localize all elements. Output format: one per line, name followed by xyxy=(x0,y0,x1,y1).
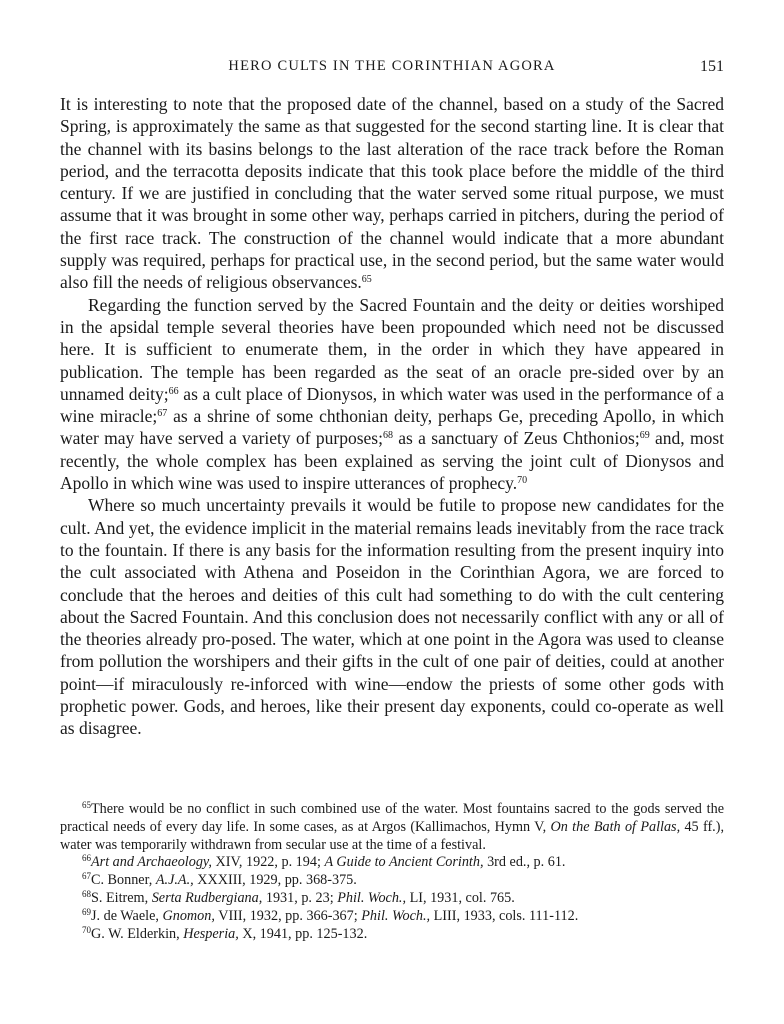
paragraph-text: as a shrine of some chthonian deity, perhaps Ge, preceding Apollo, in which water may have served a variety of purposes; xyxy=(60,406,724,449)
footnote-text: C. Bonner, xyxy=(91,872,156,889)
footnote-ref: 65 xyxy=(361,274,372,286)
footnote-text: 45 ff.), water was temporarily withdrawn from secular use at the time of a festival. xyxy=(60,818,724,853)
paragraph-text: as a cult place of Dionysos, in which water was used in the performance of a wine miracle; xyxy=(60,383,724,427)
footnote-69 xyxy=(60,908,724,926)
footnote-text: 3rd ed., p. 61. xyxy=(483,854,566,871)
footnote-text: LI, 1931, col. 765. xyxy=(406,889,515,906)
footnote-ref: 68 xyxy=(382,430,393,442)
footnote-ref: 67 xyxy=(157,408,168,420)
footnote-65 xyxy=(60,801,724,854)
footnote-number: 70 xyxy=(82,924,91,935)
paragraph-text: and, most recently, the whole complex has been explained as serving the joint cult of Dionysos and Apollo in which wine was used to inspire utterances of prophecy. xyxy=(60,428,725,494)
footnote-text: XXXIII, 1929, pp. 368-375. xyxy=(193,872,357,889)
footnote-text: 1931, p. 23; xyxy=(262,889,338,906)
paragraph-3 xyxy=(60,494,724,739)
footnote-italic: Serta Rudbergiana, xyxy=(151,889,263,906)
footnote-italic: On the Bath of Pallas, xyxy=(550,818,681,835)
footnote-text: LIII, 1933, cols. 111-112. xyxy=(430,907,579,924)
running-header xyxy=(60,58,724,82)
footnote-italic: A Guide to Ancient Corinth, xyxy=(324,854,484,871)
footnote-italic: Phil. Woch., xyxy=(337,889,407,906)
paragraph-text: as a sanctuary of Zeus Chthonios; xyxy=(392,428,640,449)
footnote-text: XIV, 1922, p. 194; xyxy=(211,854,325,871)
footnote-text: There would be no conflict in such combined use of the water. Most fountains sacred to the gods served the practical needs of every day life. In some cases, as at Argos (Kallimachos, Hymn V, xyxy=(60,801,724,835)
footnote-number: 66 xyxy=(82,853,91,864)
footnote-number: 67 xyxy=(82,871,91,882)
footnote-67 xyxy=(60,872,724,890)
paragraph-text: It is interesting to note that the proposed date of the channel, based on a study of the Sacred Spring, is approximately the same as that suggested for the second starting line. It is clear that the channel with its basins belongs to the last alteration of the race track before the Roman period, and the terracotta deposits indicate that this took place before the middle of the third century. If we are justified in concluding that the water served some ritual purpose, we must assume that it was brought in some other way, perhaps carried in pitchers, during the period of the first race track. The construction of the channel would indicate that a more abundant supply was required, perhaps for practical use, in the second period, but the same water would also fill the needs of religious observances. xyxy=(60,94,724,293)
footnote-italic: Art and Archaeology, xyxy=(91,854,212,871)
paragraph-1 xyxy=(60,93,724,294)
footnote-italic: Phil. Woch., xyxy=(361,907,431,924)
footnote-italic: Gnomon, xyxy=(162,907,215,924)
footnote-text: VIII, 1932, pp. 366-367; xyxy=(214,907,362,924)
footnote-text: G. W. Elderkin, xyxy=(91,925,184,942)
footnote-number: 69 xyxy=(82,906,91,917)
footnotes xyxy=(60,801,724,943)
paragraph-text: Regarding the function served by the Sacred Fountain and the deity or deities worshiped in the apsidal temple several theories have been propounded which need not be discussed here. It is sufficient to enumerate them, in the order in which they have appeared in publication. The temple has been regarded as the seat of an oracle pre-sided over by an unnamed deity; xyxy=(60,294,724,404)
footnote-text: X, 1941, pp. 125-132. xyxy=(238,925,368,942)
footnote-italic: Hesperia, xyxy=(183,925,239,942)
footnote-text: S. Eitrem, xyxy=(91,889,152,906)
main-text xyxy=(60,93,724,740)
footnote-ref: 70 xyxy=(517,475,528,487)
footnote-ref: 69 xyxy=(639,430,650,442)
running-title: HERO CULTS IN THE CORINTHIAN AGORA xyxy=(228,58,556,74)
footnote-68 xyxy=(60,890,724,908)
footnote-number: 68 xyxy=(82,888,91,899)
footnote-70 xyxy=(60,926,724,944)
footnote-text: J. de Waele, xyxy=(91,907,163,924)
footnote-66 xyxy=(60,854,724,872)
footnote-ref: 66 xyxy=(168,385,179,397)
footnote-italic: A.J.A., xyxy=(155,872,194,889)
paragraph-text: Where so much uncertainty prevails it would be futile to propose new candidates for the cult. And yet, the evidence implicit in the material remains leads inevitably from the race track to the fountain. If there is any basis for the information resulting from the present inquiry into the cult associated with Athena and Poseidon in the Corinthian Agora, we are forced to conclude that the heroes and deities of this cult had something to do with the cult centering about the Sacred Fountain. And this conclusion does not necessarily conflict with any or all of the theories already pro-posed. The water, which at one point in the Agora was used to cleanse from pollution the worshipers and their gifts in the cult of one pair of deities, could at another point—if miraculously re-inforced with wine—endow the priests of some other gods with prophetic power. Gods, and heroes, like their present day exponents, could co-operate as well as disagree. xyxy=(60,495,724,739)
paragraph-2 xyxy=(60,294,724,495)
footnote-number: 65 xyxy=(82,800,91,810)
page-number: 151 xyxy=(700,58,724,75)
